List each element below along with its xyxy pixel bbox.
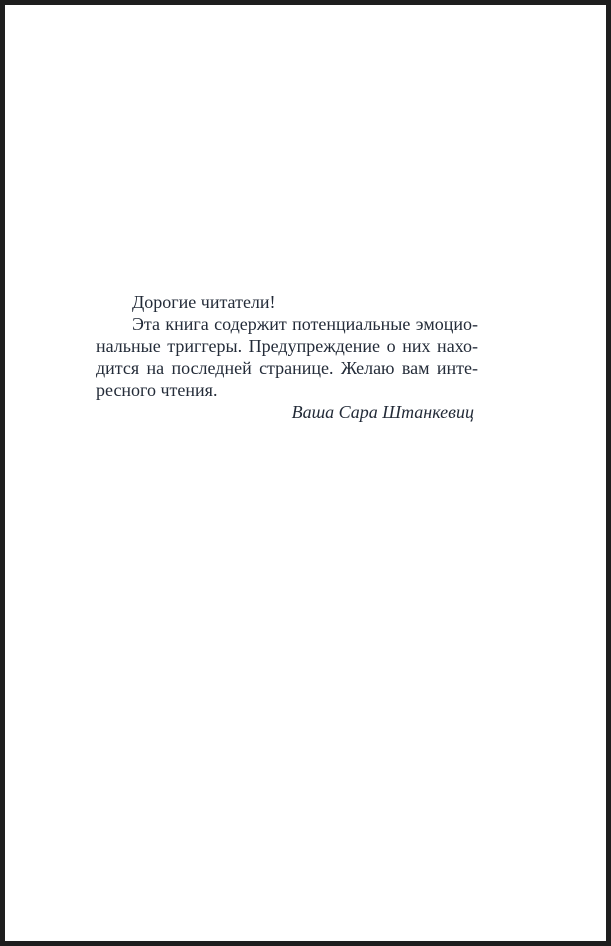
body-line-2: нальные триггеры. Предупреждение о них нахо- xyxy=(96,336,478,356)
body-line-3: дится на последней странице. Желаю вам инте- xyxy=(96,358,478,378)
author-note xyxy=(96,291,478,423)
body-line-1: Эта книга содержит потенциальные эмоцио- xyxy=(132,314,478,334)
author-signature: Ваша Сара Штанкевиц xyxy=(291,402,474,422)
greeting-line: Дорогие читатели! xyxy=(132,292,276,312)
body-line-4: ресного чтения. xyxy=(96,380,218,400)
